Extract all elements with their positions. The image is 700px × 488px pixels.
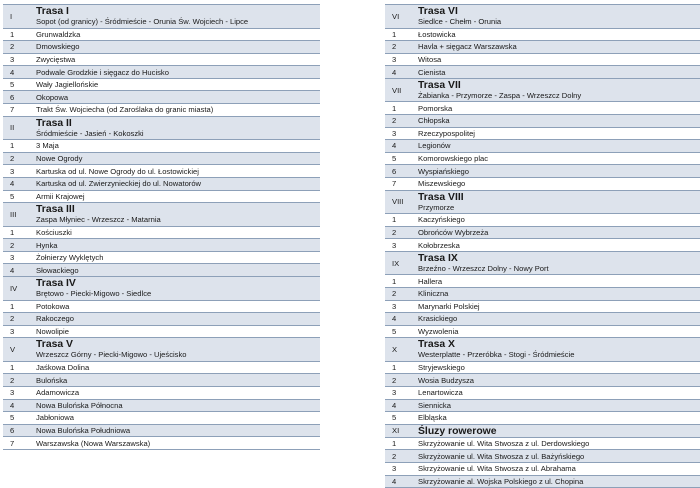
- street-name: Rzeczypospolitej: [418, 127, 700, 140]
- route-title: Trasa V: [36, 339, 73, 351]
- route-number: XI: [385, 424, 418, 437]
- street-row: [3, 104, 320, 117]
- street-index: 1: [3, 226, 36, 239]
- street-row: [3, 91, 320, 104]
- route-heading-cell: [418, 190, 700, 214]
- street-row: [385, 275, 700, 288]
- street-name: Dmowskiego: [36, 41, 320, 54]
- route-header-row: [3, 338, 320, 362]
- street-row: [3, 165, 320, 178]
- route-heading-cell: [418, 5, 700, 29]
- street-row: [385, 437, 700, 450]
- street-name: Armii Krajowej: [36, 190, 320, 203]
- street-index: 6: [3, 424, 36, 437]
- street-index: 3: [385, 300, 418, 313]
- route-header-row: [385, 424, 700, 437]
- street-name: Pomorska: [418, 102, 700, 115]
- route-number: IX: [385, 251, 418, 275]
- street-name: Wyspiańskiego: [418, 165, 700, 178]
- route-heading-cell: [418, 78, 700, 102]
- street-index: 1: [385, 275, 418, 288]
- route-header-row: [385, 251, 700, 275]
- street-index: 1: [3, 140, 36, 153]
- street-name: Hynka: [36, 239, 320, 252]
- street-name: Skrzyżowanie ul. Wita Stwosza z ul. Bażyńskiego: [418, 450, 700, 463]
- route-title: Trasa VIII: [418, 191, 464, 203]
- street-name: Skrzyżowanie al. Wojska Polskiego z ul. Chopina: [418, 475, 700, 488]
- route-number: I: [3, 5, 36, 29]
- street-row: [385, 226, 700, 239]
- street-name: Potokowa: [36, 300, 320, 313]
- route-subtitle: Sopot (od granicy) - Śródmieście - Orunia Św. Wojciech - Lipce: [36, 17, 249, 26]
- street-index: 3: [385, 53, 418, 66]
- street-name: Cienista: [418, 66, 700, 79]
- street-row: [3, 412, 320, 425]
- route-subtitle: Siedlce - Chełm - Orunia: [418, 17, 502, 26]
- street-name: Trakt Św. Wojciecha (od Zaroślaka do granic miasta): [36, 104, 320, 117]
- street-row: [385, 374, 700, 387]
- street-row: [385, 152, 700, 165]
- street-index: 3: [385, 386, 418, 399]
- street-index: 4: [385, 313, 418, 326]
- street-row: [3, 361, 320, 374]
- street-name: Legionów: [418, 140, 700, 153]
- street-index: 4: [385, 475, 418, 488]
- street-index: 3: [3, 251, 36, 264]
- street-row: [385, 41, 700, 54]
- street-row: [385, 300, 700, 313]
- street-index: 2: [3, 374, 36, 387]
- street-row: [3, 66, 320, 79]
- street-index: 3: [385, 462, 418, 475]
- street-index: 2: [385, 374, 418, 387]
- street-index: 5: [385, 325, 418, 338]
- route-number: III: [3, 203, 36, 227]
- street-row: [3, 78, 320, 91]
- street-row: [385, 450, 700, 463]
- street-row: [3, 374, 320, 387]
- street-name: Wyzwolenia: [418, 325, 700, 338]
- route-subtitle: Westerplatte - Przeróbka - Stogi - Śródmieście: [418, 350, 575, 360]
- street-row: [385, 214, 700, 227]
- street-index: 3: [385, 127, 418, 140]
- street-name: Kliniczna: [418, 287, 700, 300]
- street-name: Nowa Bulońska Południowa: [36, 424, 320, 437]
- route-header-row: [385, 78, 700, 102]
- street-row: [385, 399, 700, 412]
- street-index: 5: [385, 412, 418, 425]
- street-index: 2: [3, 313, 36, 326]
- street-row: [385, 102, 700, 115]
- route-heading-cell: [418, 251, 700, 275]
- street-row: [385, 66, 700, 79]
- street-index: 2: [3, 41, 36, 54]
- street-name: Okopowa: [36, 91, 320, 104]
- street-name: Witosa: [418, 53, 700, 66]
- street-index: 3: [3, 386, 36, 399]
- left-route-table: [3, 4, 320, 450]
- street-index: 5: [3, 190, 36, 203]
- street-index: 7: [3, 104, 36, 117]
- street-name: Skrzyżowanie ul. Wita Stwosza z ul. Abrahama: [418, 462, 700, 475]
- route-title: Trasa II: [36, 117, 72, 129]
- route-number: II: [3, 116, 36, 140]
- street-index: 7: [385, 177, 418, 190]
- street-row: [3, 239, 320, 252]
- street-name: Kartuska od ul. Nowe Ogrody do ul. Łostowickiej: [36, 165, 320, 178]
- street-row: [385, 127, 700, 140]
- street-row: [3, 325, 320, 338]
- street-row: [3, 140, 320, 153]
- street-name: Żołnierzy Wyklętych: [36, 251, 320, 264]
- street-name: Adamowicza: [36, 386, 320, 399]
- route-heading-cell: [36, 116, 320, 140]
- street-row: [385, 475, 700, 488]
- street-row: [3, 226, 320, 239]
- street-name: 3 Maja: [36, 140, 320, 153]
- street-row: [385, 412, 700, 425]
- street-name: Kościuszki: [36, 226, 320, 239]
- street-row: [385, 287, 700, 300]
- street-name: Wosia Budzysza: [418, 374, 700, 387]
- street-row: [385, 462, 700, 475]
- street-name: Krasickiego: [418, 313, 700, 326]
- street-index: 1: [3, 361, 36, 374]
- street-row: [385, 140, 700, 153]
- street-name: Miszewskiego: [418, 177, 700, 190]
- street-name: Rakoczego: [36, 313, 320, 326]
- street-name: Komorowskiego plac: [418, 152, 700, 165]
- street-index: 2: [385, 114, 418, 127]
- street-index: 1: [385, 214, 418, 227]
- route-title: Trasa I: [36, 6, 69, 17]
- street-index: 3: [3, 325, 36, 338]
- route-number: VII: [385, 78, 418, 102]
- street-row: [385, 28, 700, 41]
- route-subtitle: Śródmieście - Jasień - Kokoszki: [36, 128, 144, 138]
- street-index: 4: [3, 399, 36, 412]
- street-row: [385, 313, 700, 326]
- street-name: Słowackiego: [36, 264, 320, 277]
- route-header-row: [3, 203, 320, 227]
- street-row: [3, 386, 320, 399]
- street-index: 3: [3, 165, 36, 178]
- street-name: Grunwaldzka: [36, 28, 320, 41]
- right-route-table: [385, 4, 700, 488]
- street-name: Zwycięstwa: [36, 53, 320, 66]
- street-index: 5: [3, 412, 36, 425]
- route-heading-cell: [36, 5, 320, 29]
- street-row: [385, 239, 700, 252]
- street-row: [3, 41, 320, 54]
- route-heading-cell: [418, 424, 700, 437]
- street-name: Nowa Bulońska Północna: [36, 399, 320, 412]
- street-name: Chłopska: [418, 114, 700, 127]
- street-row: [3, 190, 320, 203]
- street-name: Warszawska (Nowa Warszawska): [36, 437, 320, 450]
- route-title: Trasa III: [36, 204, 75, 216]
- street-row: [385, 386, 700, 399]
- street-index: 4: [3, 177, 36, 190]
- street-index: 4: [385, 66, 418, 79]
- route-subtitle: Żabianka - Przymorze - Zaspa - Wrzeszcz Dolny: [418, 90, 582, 100]
- route-heading-cell: [418, 338, 700, 362]
- street-row: [3, 251, 320, 264]
- street-index: 1: [3, 28, 36, 41]
- route-header-row: [3, 5, 320, 29]
- street-name: Kartuska od ul. Zwierzynieckiej do ul. Nowatorów: [36, 177, 320, 190]
- route-number: V: [3, 338, 36, 362]
- route-header-row: [3, 277, 320, 301]
- street-index: 2: [385, 287, 418, 300]
- route-heading-cell: [36, 203, 320, 227]
- street-name: Siennicka: [418, 399, 700, 412]
- street-index: 2: [3, 239, 36, 252]
- street-name: Stryjewskiego: [418, 361, 700, 374]
- route-subtitle: Brzeźno - Wrzeszcz Dolny - Nowy Port: [418, 263, 549, 273]
- street-index: 1: [385, 102, 418, 115]
- route-title: Trasa X: [418, 339, 455, 351]
- street-row: [3, 177, 320, 190]
- route-header-row: [385, 5, 700, 29]
- street-index: 2: [3, 152, 36, 165]
- street-index: 3: [3, 53, 36, 66]
- street-row: [385, 361, 700, 374]
- street-index: 5: [3, 78, 36, 91]
- street-name: Łostowicka: [418, 28, 700, 41]
- street-index: 1: [385, 361, 418, 374]
- route-subtitle: Zaspa Młyniec - Wrzeszcz - Matarnia: [36, 215, 161, 225]
- street-index: 1: [385, 437, 418, 450]
- route-subtitle: Wrzeszcz Górny - Piecki-Migowo - Ujeścisko: [36, 350, 187, 360]
- street-index: 3: [385, 239, 418, 252]
- street-row: [3, 313, 320, 326]
- street-index: 4: [385, 140, 418, 153]
- street-name: Elbląska: [418, 412, 700, 425]
- street-row: [3, 300, 320, 313]
- route-number: IV: [3, 277, 36, 301]
- route-title: Trasa VII: [418, 79, 461, 91]
- route-subtitle: Brętowo - Piecki-Migowo - Siedlce: [36, 289, 152, 298]
- street-name: Jabłoniowa: [36, 412, 320, 425]
- street-row: [385, 177, 700, 190]
- street-row: [3, 437, 320, 450]
- street-name: Kaczyńskiego: [418, 214, 700, 227]
- street-name: Skrzyżowanie ul. Wita Stwosza z ul. Derdowskiego: [418, 437, 700, 450]
- route-header-row: [385, 190, 700, 214]
- street-row: [385, 114, 700, 127]
- route-heading-cell: [36, 277, 320, 301]
- street-row: [3, 28, 320, 41]
- route-title: Trasa IV: [36, 278, 76, 289]
- route-number: VI: [385, 5, 418, 29]
- street-name: Obrońców Wybrzeża: [418, 226, 700, 239]
- street-name: Nowe Ogrody: [36, 152, 320, 165]
- street-name: Marynarki Polskiej: [418, 300, 700, 313]
- street-name: Bulońska: [36, 374, 320, 387]
- street-index: 2: [385, 450, 418, 463]
- street-row: [385, 165, 700, 178]
- street-index: 2: [385, 41, 418, 54]
- street-index: 1: [3, 300, 36, 313]
- street-row: [3, 424, 320, 437]
- street-name: Kołobrzeska: [418, 239, 700, 252]
- street-index: 7: [3, 437, 36, 450]
- route-title: Trasa VI: [418, 6, 458, 17]
- street-name: Jaśkowa Dolina: [36, 361, 320, 374]
- street-name: Wały Jagiellońskie: [36, 78, 320, 91]
- street-row: [385, 53, 700, 66]
- street-row: [3, 53, 320, 66]
- route-title: Trasa IX: [418, 252, 458, 264]
- street-index: 1: [385, 28, 418, 41]
- street-name: Nowolipie: [36, 325, 320, 338]
- street-index: 6: [385, 165, 418, 178]
- street-name: Hallera: [418, 275, 700, 288]
- route-number: VIII: [385, 190, 418, 214]
- street-index: 2: [385, 226, 418, 239]
- street-row: [385, 325, 700, 338]
- street-index: 5: [385, 152, 418, 165]
- street-index: 4: [385, 399, 418, 412]
- route-heading-cell: [36, 338, 320, 362]
- route-header-row: [385, 338, 700, 362]
- route-title: Śluzy rowerowe: [418, 425, 497, 437]
- street-name: Havla + sięgacz Warszawska: [418, 41, 700, 54]
- street-index: 4: [3, 264, 36, 277]
- route-number: X: [385, 338, 418, 362]
- street-name: Podwale Grodzkie i sięgacz do Hucisko: [36, 66, 320, 79]
- street-index: 4: [3, 66, 36, 79]
- street-name: Lenartowicza: [418, 386, 700, 399]
- route-subtitle: Przymorze: [418, 202, 455, 212]
- street-row: [3, 264, 320, 277]
- route-header-row: [3, 116, 320, 140]
- street-row: [3, 152, 320, 165]
- street-index: 6: [3, 91, 36, 104]
- street-row: [3, 399, 320, 412]
